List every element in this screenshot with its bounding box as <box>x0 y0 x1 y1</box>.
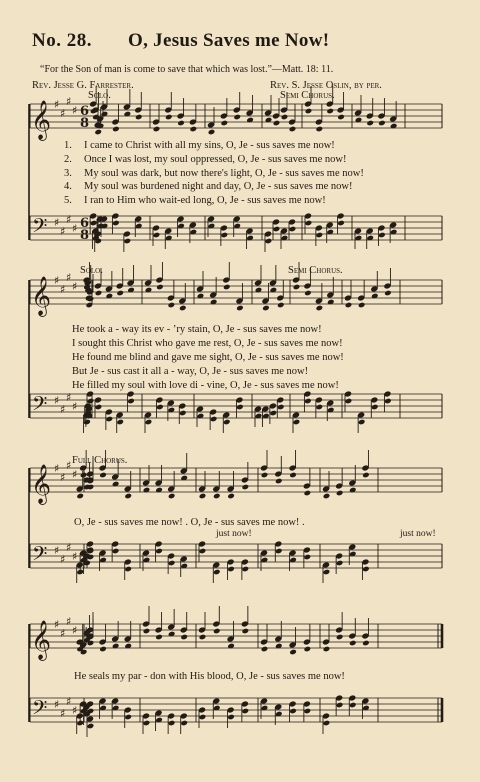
note-head <box>199 493 207 500</box>
note-head <box>223 284 231 291</box>
note-head <box>180 720 188 727</box>
note-head <box>116 419 124 426</box>
scripture-epigraph: “For the Son of man is come to save that which was lost.”—Matt. 18: 11. <box>40 64 334 75</box>
sharp-icon: ♯ <box>72 280 78 293</box>
note-head <box>275 478 283 485</box>
note-head <box>145 419 153 426</box>
note-head <box>261 646 269 653</box>
hymn-title: O, Jesus Saves me Now! <box>128 30 330 51</box>
lyricist-credit: Rev. Jesse G. Farrester. <box>32 80 134 91</box>
bass-clef-icon: 𝄢 <box>32 392 48 420</box>
time-signature: 6 <box>80 216 90 231</box>
verse-number: 3. <box>64 168 72 179</box>
refrain-lyric: He seals my par - don with His blood, O, Je - sus saves me now! <box>74 671 345 682</box>
note-head <box>265 238 273 245</box>
note-head <box>90 220 98 227</box>
note-head <box>275 548 283 555</box>
sharp-icon: ♯ <box>66 391 72 404</box>
note-head <box>213 569 221 576</box>
note-head <box>179 305 187 312</box>
echo-lyric: just now! <box>400 529 436 539</box>
note-head <box>155 548 163 555</box>
sharp-icon: ♯ <box>54 462 60 475</box>
verse-line: My soul was burdened night and day, O, Je - sus saves me now! <box>84 181 353 192</box>
note-head <box>349 640 357 647</box>
sharp-icon: ♯ <box>66 615 72 628</box>
note-head <box>112 548 120 555</box>
note-head <box>236 305 244 312</box>
time-signature: 6 <box>80 104 90 119</box>
semi-chorus-marking-1: Semi Chorus. <box>280 90 335 101</box>
sharp-icon: ♯ <box>60 553 66 566</box>
chorus-lyric: O, Je - sus saves me now! . O, Je - sus saves me now! . <box>74 517 305 528</box>
note-head <box>199 714 207 721</box>
note-head <box>116 290 124 297</box>
verse-line: He filled my soul with love di - vine, O, Je - sus saves me now! <box>72 380 339 391</box>
sharp-icon: ♯ <box>66 695 72 708</box>
treble-clef-icon: 𝄞 <box>31 464 52 504</box>
verse-number: 1. <box>64 140 72 151</box>
note-head <box>323 493 331 500</box>
verse-line: Once I was lost, my soul oppressed, O, Je - sus saves me now! <box>84 154 347 165</box>
note-head <box>371 404 379 411</box>
note-head <box>87 723 95 730</box>
treble-clef-icon: 𝄞 <box>31 620 52 660</box>
note-head <box>349 702 357 709</box>
note-head <box>94 129 102 136</box>
note-head <box>336 560 344 567</box>
note-head <box>323 720 331 727</box>
note-head <box>179 410 187 417</box>
note-head <box>156 404 164 411</box>
note-head <box>337 114 345 121</box>
sharp-icon: ♯ <box>72 104 78 117</box>
note-head <box>213 493 221 500</box>
note-head <box>316 126 324 133</box>
semi-chorus-marking-2: Semi Chorus. <box>288 265 343 276</box>
sharp-icon: ♯ <box>60 627 66 640</box>
note-head <box>80 472 88 479</box>
note-head <box>124 714 132 721</box>
note-head <box>316 305 324 312</box>
time-signature: 8 <box>80 116 90 131</box>
sharp-icon: ♯ <box>66 541 72 554</box>
note-head <box>261 472 269 479</box>
treble-clef-icon: 𝄞 <box>31 100 52 140</box>
sharp-icon: ♯ <box>72 222 78 235</box>
sharp-icon: ♯ <box>72 624 78 637</box>
note-head <box>378 232 386 239</box>
note-head <box>199 634 207 641</box>
note-head <box>323 646 331 653</box>
note-head <box>177 120 185 127</box>
note-head <box>227 714 235 721</box>
verse-line: But Je - sus cast it all a - way, O, Je - sus saves me now! <box>72 366 309 377</box>
note-head <box>208 129 216 136</box>
note-head <box>124 238 132 245</box>
note-head <box>213 628 221 635</box>
composer-credit: Rev. S. Jesse Oslin, by per. <box>270 80 382 91</box>
note-head <box>112 126 120 133</box>
sharp-icon: ♯ <box>72 400 78 413</box>
note-head <box>336 702 344 709</box>
note-head <box>221 120 229 127</box>
time-signature: 8 <box>80 228 90 243</box>
note-head <box>304 290 312 297</box>
note-head <box>262 305 270 312</box>
note-head <box>227 493 235 500</box>
note-head <box>336 490 344 497</box>
sharp-icon: ♯ <box>54 98 60 111</box>
note-head <box>236 404 244 411</box>
sharp-icon: ♯ <box>66 271 72 284</box>
note-head <box>127 398 135 405</box>
bass-clef-icon: 𝄢 <box>32 542 48 570</box>
note-head <box>289 708 297 715</box>
sharp-icon: ♯ <box>60 283 66 296</box>
note-head <box>227 566 235 573</box>
sharp-icon: ♯ <box>54 618 60 631</box>
bass-clef-icon: 𝄢 <box>32 214 48 242</box>
note-head <box>95 290 103 297</box>
sharp-icon: ♯ <box>60 471 66 484</box>
note-head <box>304 708 312 715</box>
note-head <box>190 126 198 133</box>
verse-line: I sought this Christ who gave me rest, O, Je - sus saves me now! <box>72 338 343 349</box>
note-head <box>277 404 285 411</box>
note-head <box>76 493 84 500</box>
note-head <box>153 126 161 133</box>
note-head <box>358 419 366 426</box>
note-head <box>233 114 241 121</box>
sharp-icon: ♯ <box>60 707 66 720</box>
sharp-icon: ♯ <box>54 274 60 287</box>
note-head <box>336 634 344 641</box>
note-head <box>289 126 297 133</box>
note-head <box>337 220 345 227</box>
note-head <box>135 114 143 121</box>
note-head <box>304 490 312 497</box>
bass-clef-icon: 𝄢 <box>32 696 48 724</box>
verse-number: 5. <box>64 195 72 206</box>
note-head <box>323 569 331 576</box>
note-head <box>293 419 301 426</box>
sharp-icon: ♯ <box>60 225 66 238</box>
note-head <box>289 226 297 233</box>
solo-marking-1: Solo. <box>88 90 111 101</box>
note-head <box>210 416 218 423</box>
note-head <box>112 220 120 227</box>
sharp-icon: ♯ <box>66 95 72 108</box>
note-head <box>305 108 313 115</box>
note-head <box>304 554 312 561</box>
note-head <box>362 640 370 647</box>
note-head <box>99 646 107 653</box>
sharp-icon: ♯ <box>54 216 60 229</box>
note-head <box>168 720 176 727</box>
note-head <box>242 628 250 635</box>
note-head <box>124 493 132 500</box>
note-head <box>289 472 297 479</box>
note-head <box>168 302 176 309</box>
echo-lyric: just now! <box>216 529 252 539</box>
note-head <box>165 114 173 121</box>
note-head <box>87 398 95 405</box>
verse-line: He took a - way its ev - ’ry stain, O, Je - sus saves me now! <box>72 324 322 335</box>
note-head <box>143 628 151 635</box>
note-head <box>345 398 353 405</box>
full-chorus-marking: Full Chorus. <box>72 455 128 466</box>
note-head <box>345 302 353 309</box>
sharp-icon: ♯ <box>66 213 72 226</box>
note-head <box>76 720 84 727</box>
verse-number: 2. <box>64 154 72 165</box>
note-head <box>293 284 301 291</box>
sharp-icon: ♯ <box>60 403 66 416</box>
note-head <box>180 634 188 641</box>
note-head <box>99 472 107 479</box>
note-head <box>316 404 324 411</box>
note-head <box>106 416 114 423</box>
hymn-number: No. 28. <box>32 30 92 51</box>
verse-line: He found me blind and gave me sight, O, Je - sus saves me now! <box>72 352 344 363</box>
note-head <box>242 708 250 715</box>
note-head <box>242 484 250 491</box>
note-head <box>155 634 163 641</box>
note-head <box>326 108 334 115</box>
note-head <box>156 284 164 291</box>
note-head <box>199 548 207 555</box>
sharp-icon: ♯ <box>72 550 78 563</box>
verse-line: I ran to Him who wait-ed long, O, Je - sus saves me now! <box>84 195 326 206</box>
sharp-icon: ♯ <box>72 468 78 481</box>
note-head <box>281 114 289 121</box>
verse-line: My soul was dark, but now there's light, O, Je - sus saves me now! <box>84 168 364 179</box>
note-head <box>316 232 324 239</box>
note-head <box>153 232 161 239</box>
note-head <box>305 220 313 227</box>
sharp-icon: ♯ <box>54 544 60 557</box>
note-head <box>304 398 312 405</box>
note-head <box>223 419 231 426</box>
verse-line: I came to Christ with all my sins, O, Je - sus saves me now! <box>84 140 335 151</box>
note-head <box>366 120 374 127</box>
note-head <box>143 720 151 727</box>
note-head <box>362 566 370 573</box>
sharp-icon: ♯ <box>54 698 60 711</box>
note-head <box>221 232 229 239</box>
note-head <box>273 120 281 127</box>
sharp-icon: ♯ <box>66 459 72 472</box>
note-head <box>378 120 386 127</box>
sharp-icon: ♯ <box>54 394 60 407</box>
note-head <box>362 472 370 479</box>
note-head <box>124 566 132 573</box>
sharp-icon: ♯ <box>60 107 66 120</box>
note-head <box>273 226 281 233</box>
note-head <box>289 649 297 656</box>
solo-marking-2: Solo. <box>80 265 103 276</box>
note-head <box>168 560 176 567</box>
sharp-icon: ♯ <box>72 704 78 717</box>
treble-clef-icon: 𝄞 <box>31 276 52 316</box>
note-head <box>384 398 392 405</box>
note-head <box>384 290 392 297</box>
verse-number: 4. <box>64 181 72 192</box>
note-head <box>277 302 285 309</box>
note-head <box>95 404 103 411</box>
note-head <box>270 410 278 417</box>
note-head <box>242 566 250 573</box>
note-head <box>76 569 84 576</box>
note-head <box>358 302 366 309</box>
note-head <box>168 493 176 500</box>
note-head <box>304 646 312 653</box>
